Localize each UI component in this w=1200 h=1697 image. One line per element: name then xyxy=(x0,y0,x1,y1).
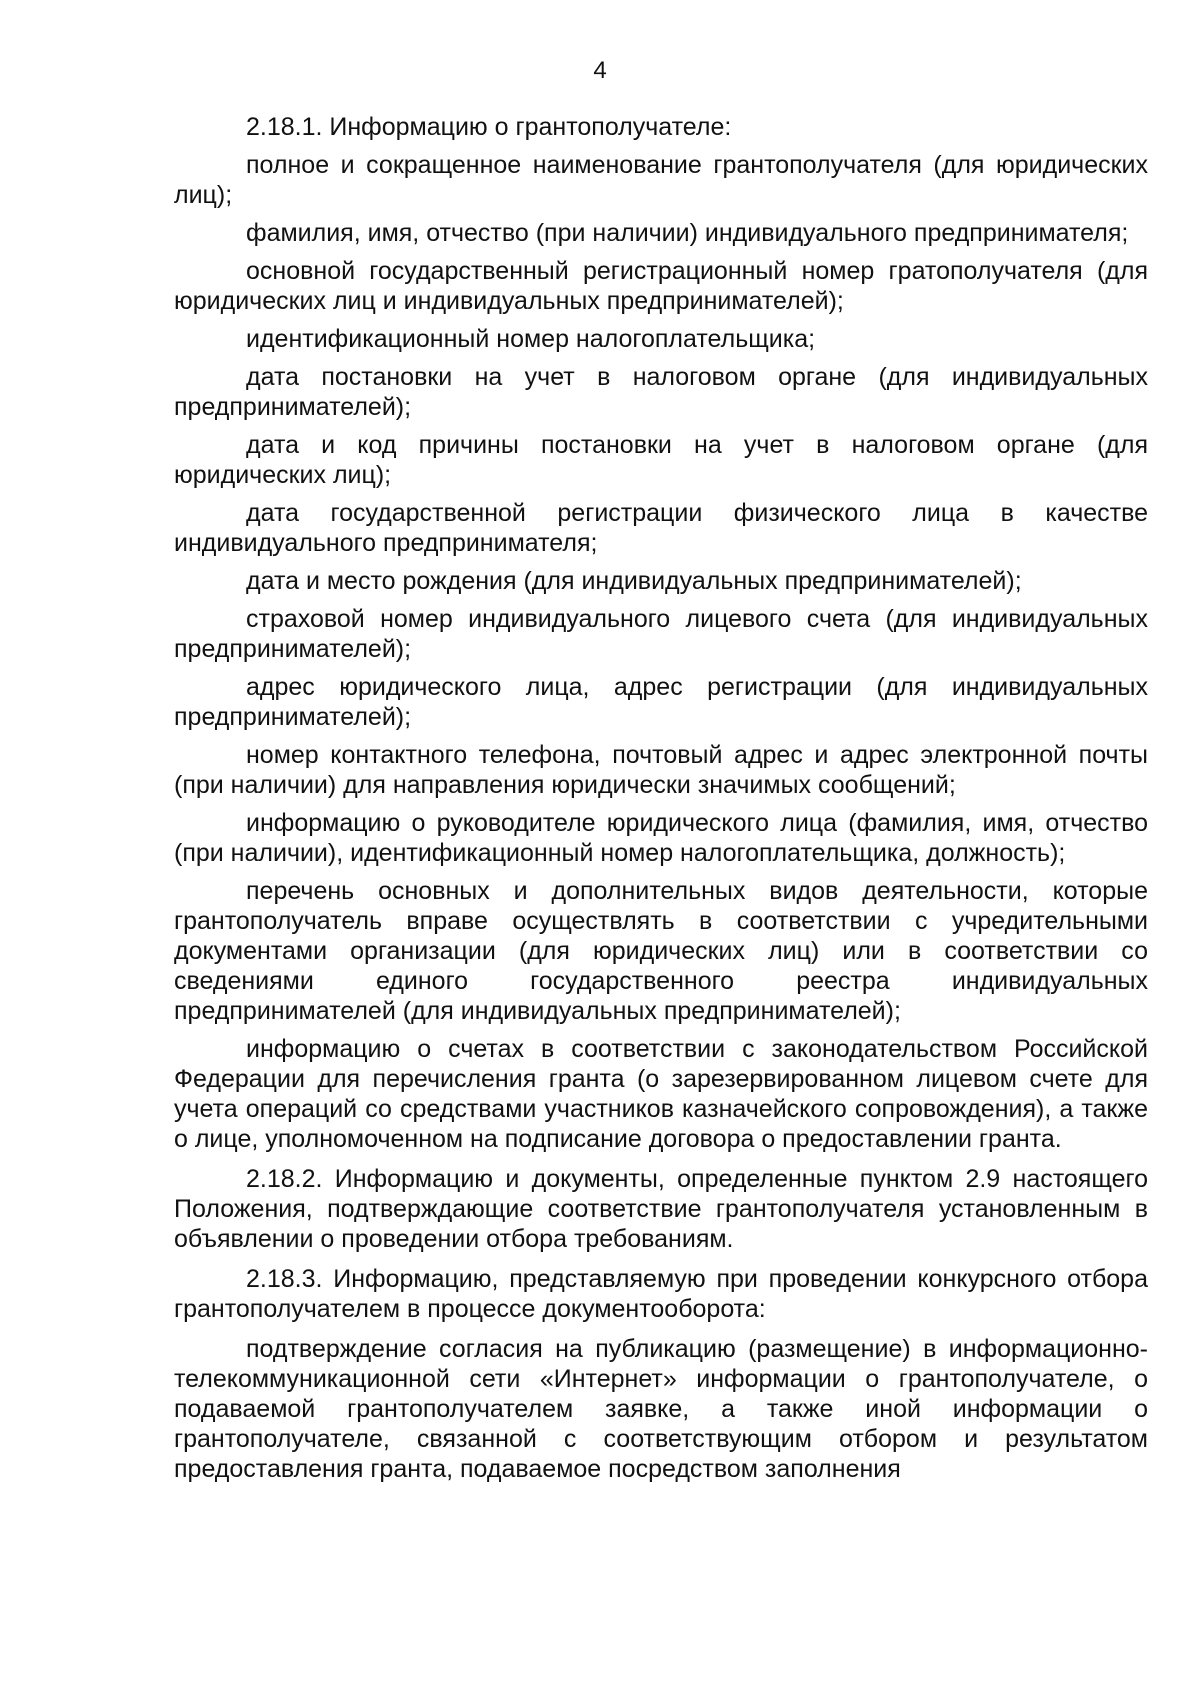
page-number: 4 xyxy=(593,57,607,84)
list-item: основной государственный регистрационный номер гратополучателя (для юридических лиц и индивидуальных предпринимателей); xyxy=(174,257,1148,315)
section-2-18-2: 2.18.2. Информацию и документы, определенные пунктом 2.9 настоящего Положения, подтверждающие соответствие грантополучателя установленным в объявлении о проведении отбора требованиям. xyxy=(174,1165,1148,1253)
list-item: страховой номер индивидуального лицевого счета (для индивидуальных предпринимателей); xyxy=(174,605,1148,663)
list-item: информацию о руководителе юридического лица (фамилия, имя, отчество (при наличии), идентификационный номер налогоплательщика, должность); xyxy=(174,809,1148,867)
document-body xyxy=(174,112,1148,1492)
list-item: информацию о счетах в соответствии с законодательством Российской Федерации для перечисления гранта (о зарезервированном лицевом счете для учета операций со средствами участников казначейского сопровождения), а также о лице, уполномоченном на подписание договора о предоставлении гранта. xyxy=(174,1035,1148,1153)
list-item: перечень основных и дополнительных видов деятельности, которые грантополучатель вправе осуществлять в соответствии с учредительными документами организации (для юридических лиц) или в соответствии со сведениями единого государственного реестра индивидуальных предпринимателей (для индивидуальных предпринимателей); xyxy=(174,877,1148,1025)
list-item: полное и сокращенное наименование грантополучателя (для юридических лиц); xyxy=(174,151,1148,209)
list-item: дата и код причины постановки на учет в налоговом органе (для юридических лиц); xyxy=(174,431,1148,489)
section-heading-2-18-1: 2.18.1. Информацию о грантополучателе: xyxy=(246,113,732,141)
list-item: идентификационный номер налогоплательщика; xyxy=(246,325,816,353)
list-item: номер контактного телефона, почтовый адрес и адрес электронной почты (при наличии) для направления юридически значимых сообщений; xyxy=(174,741,1148,799)
list-item: фамилия, имя, отчество (при наличии) индивидуального предпринимателя; xyxy=(246,219,1129,247)
list-item: подтверждение согласия на публикацию (размещение) в информационно-телекоммуникационной сети «Интернет» информации о грантополучателе, о подаваемой грантополучателем заявке, а также иной информации о грантополучателе, связанной с соответствующим отбором и результатом предоставления гранта, подаваемое посредством заполнения xyxy=(174,1335,1148,1483)
list-item: адрес юридического лица, адрес регистрации (для индивидуальных предпринимателей); xyxy=(174,673,1148,731)
list-item: дата государственной регистрации физического лица в качестве индивидуального предпринимателя; xyxy=(174,499,1148,557)
list-item: дата и место рождения (для индивидуальных предпринимателей); xyxy=(246,567,1022,595)
section-2-18-3: 2.18.3. Информацию, представляемую при проведении конкурсного отбора грантополучателем в процессе документооборота: xyxy=(174,1265,1148,1323)
list-item: дата постановки на учет в налоговом органе (для индивидуальных предпринимателей); xyxy=(174,363,1148,421)
